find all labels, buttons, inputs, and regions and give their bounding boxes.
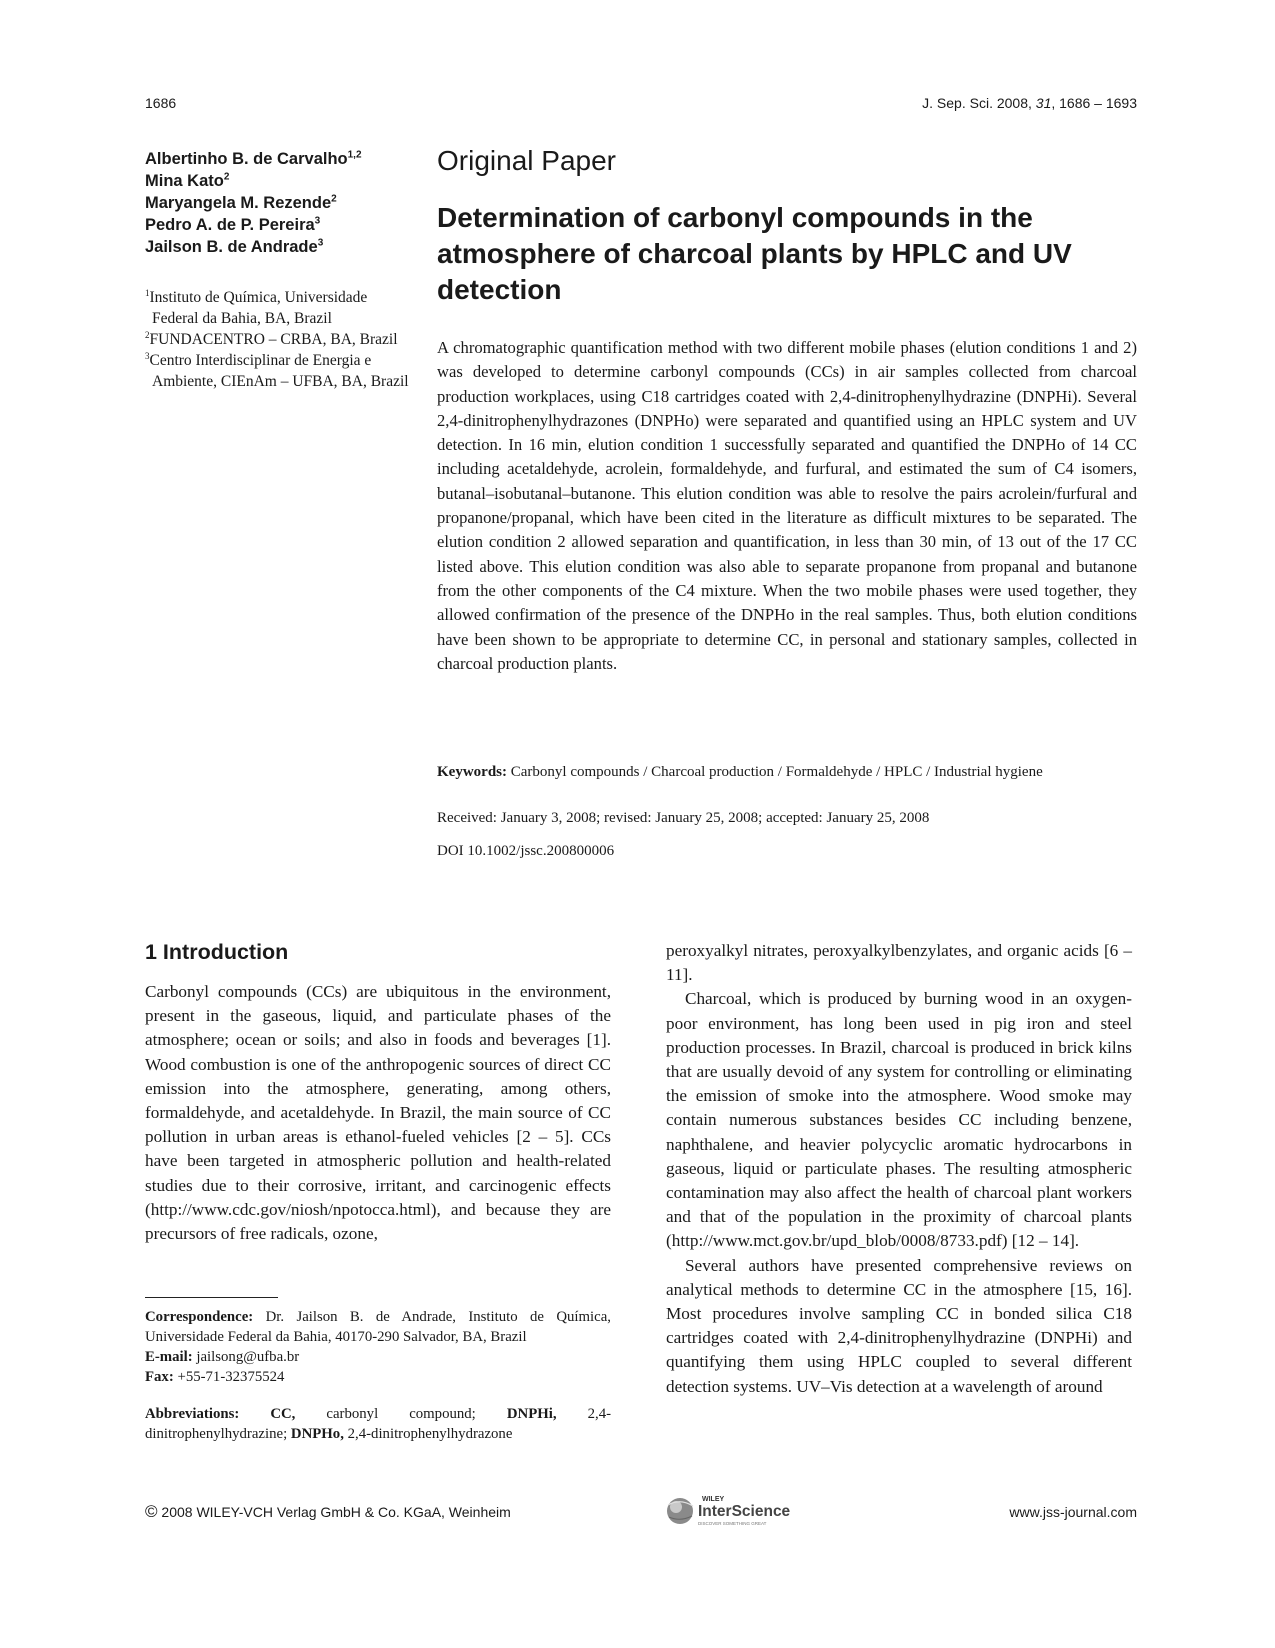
affiliation [145, 350, 410, 392]
affiliation-list [145, 287, 410, 392]
logo-name: InterScience [698, 1503, 791, 1520]
body-column-right [666, 939, 1132, 1399]
journal-pages: , 1686 – 1693 [1051, 95, 1137, 111]
affiliation [145, 287, 410, 329]
email-address[interactable]: jailsong@ufba.br [196, 1349, 300, 1365]
keywords-label: Keywords: [437, 764, 507, 780]
logo-brand: WILEY [702, 1496, 725, 1503]
author [145, 214, 405, 236]
globe-icon [667, 1498, 693, 1524]
author-affil-sup: 2 [223, 171, 230, 183]
footnote-divider [145, 1297, 278, 1298]
doi[interactable]: DOI 10.1002/jssc.200800006 [437, 843, 615, 859]
author-affil-sup: 1,2 [347, 149, 362, 161]
received-dates: Received: January 3, 2008; revised: January 25, 2008; accepted: January 25, 2008 [437, 810, 930, 826]
affiliation-sup: 1 [145, 287, 150, 298]
author-name: Maryangela M. Rezende [145, 194, 332, 212]
author-affil-sup: 3 [314, 215, 321, 227]
paper-title: Determination of carbonyl compounds in the atmosphere of charcoal plants by HPLC and UV detection [437, 202, 1072, 305]
email [145, 1347, 611, 1367]
body-column-left [145, 980, 611, 1246]
copyright-text: 2008 WILEY-VCH Verlag GmbH & Co. KGaA, Weinheim [161, 1504, 511, 1520]
paragraph: Carbonyl compounds (CCs) are ubiquitous in the environment, present in the gaseous, liquid, and particulate phases of the atmosphere; ocean or soils; and also in foods and beverages [1]. Wood combustion is one of the anthropogenic sources of direct CC emission into the atmosphere, generating, among others, formaldehyde, and acetaldehyde. In Brazil, the main source of CC pollution in urban areas is ethanol-fueled vehicles [2 – 5]. CCs have been targeted in atmospheric pollution and health-related studies due to their corrosive, irritant, and carcinogenic effects (http://www.cdc.gov/niosh/npotocca.html), and because they are precursors of free radicals, ozone, [145, 982, 611, 1244]
paragraph: Several authors have presented comprehensive reviews on analytical methods to determine CC in the atmosphere [15, 16]. Most procedures involve sampling CC in bonded silica C18 cartridges coated with 2,4-dinitrophenylhydrazine (DNPHi) and quantifying them using HPLC coupled to several different detection systems. UV–Vis detection at a wavelength of around [666, 1255, 1132, 1396]
abbreviations [145, 1404, 611, 1444]
copyright-notice [145, 1502, 511, 1522]
affiliation [145, 329, 410, 350]
journal-url[interactable]: www.jss-journal.com [1009, 1504, 1137, 1520]
author-affil-sup: 2 [331, 193, 337, 205]
author [145, 148, 405, 170]
wiley-interscience-logo [664, 1492, 804, 1528]
fax-number: +55-71-32375524 [177, 1369, 285, 1385]
correspondence [145, 1307, 611, 1347]
author-list [145, 148, 405, 258]
affiliation-sup: 2 [145, 329, 150, 340]
paragraph: peroxyalkyl nitrates, peroxyalkylbenzylates, and organic acids [6 – 11]. [666, 941, 1132, 985]
affiliation-text: Instituto de Química, Universidade Federal da Bahia, BA, Brazil [149, 289, 368, 327]
journal-ref-prefix: J. Sep. Sci. 2008, [922, 95, 1032, 111]
abbrev-label: Abbreviations: [145, 1406, 240, 1422]
affiliation-sup: 3 [145, 350, 150, 361]
abbrev-term: DNPHi, [506, 1406, 557, 1422]
author-name: Pedro A. de P. Pereira [145, 216, 315, 234]
paragraph: Charcoal, which is produced by burning wood in an oxygen-poor environment, has long been used in pig iron and steel production processes. In Brazil, charcoal is produced in brick kilns that are usually devoid of any system for controlling or eliminating the emission of smoke into the atmosphere. Wood smoke may contain numerous substances besides CC including benzene, naphthalene, and heavier polycyclic aromatic hydrocarbons in gaseous, liquid or particulate phases. The resulting atmospheric contamination may also affect the health of charcoal plant workers and that of the population in the proximity of charcoal plants (http://www.mct.gov.br/upd_blob/0008/8733.pdf) [12 – 14]. [666, 989, 1132, 1251]
abbrev-def: 2,4-dinitrophenylhydrazine; [145, 1406, 612, 1442]
keywords [437, 762, 1137, 782]
author [145, 170, 405, 192]
author-affil-sup: 3 [317, 237, 324, 249]
abstract: A chromatographic quantification method with two different mobile phases (elution conditions 1 and 2) was developed to determine carbonyl compounds (CCs) in air samples collected from charcoal production workplaces, using C18 cartridges coated with 2,4-dinitrophenylhydrazine (DNPHi). Several 2,4-dinitrophenylhydrazones (DNPHo) were separated and quantified using an HPLC system and UV detection. In 16 min, elution condition 1 successfully separated and quantified the DNPHo of 14 CC including acetaldehyde, acrolein, formaldehyde, and furfural, and estimated the sum of C4 isomers, butanal–isobutanal–butanone. This elution condition was able to resolve the pairs acrolein/furfural and propanone/propanal, which have been cited in the literature as difficult mixtures to be separated. The elution condition 2 allowed separation and quantification, in less than 30 min, of 13 out of the 17 CC listed above. This elution condition was also able to separate propanone from propanal and butanone from the other components of the C4 mixture. When the two mobile phases were used together, they allowed confirmation of the presence of the DNPHo in the real samples. Thus, both elution conditions have been shown to be appropriate to determine CC, in personal and stationary samples, collected in charcoal production plants. [437, 338, 1137, 673]
author [145, 192, 405, 214]
journal-reference [922, 95, 1137, 111]
article-type: Original Paper [437, 145, 616, 176]
author-name: Albertinho B. de Carvalho [145, 150, 348, 168]
page-number: 1686 [145, 95, 177, 111]
abbrev-term: DNPHo, [290, 1426, 344, 1442]
abbrev-def: carbonyl compound; [326, 1406, 476, 1422]
correspondence-text: Dr. Jailson B. de Andrade, Instituto de Química, Universidade Federal da Bahia, 40170-290 Salvador, BA, Brazil [145, 1309, 611, 1345]
author [145, 236, 405, 258]
correspondence-label: Correspondence: [145, 1309, 254, 1325]
affiliation-text: FUNDACENTRO – CRBA, BA, Brazil [149, 331, 398, 348]
abbrev-def: 2,4-dinitrophenylhydrazone [347, 1426, 513, 1442]
fax-label: Fax: [145, 1369, 174, 1385]
logo-tagline: DISCOVER SOMETHING GREAT [698, 1521, 767, 1526]
abbrev-term: CC, [270, 1406, 296, 1422]
section-heading: 1 Introduction [145, 940, 289, 964]
copyright-icon: © [145, 1502, 158, 1521]
fax [145, 1367, 611, 1387]
author-name: Jailson B. de Andrade [145, 238, 318, 256]
journal-volume: 31 [1035, 95, 1052, 111]
footnotes [145, 1307, 611, 1444]
keywords-text: Carbonyl compounds / Charcoal production / Formaldehyde / HPLC / Industrial hygiene [510, 764, 1043, 780]
email-label: E-mail: [145, 1349, 193, 1365]
affiliation-text: Centro Interdisciplinar de Energia e Ambiente, CIEnAm – UFBA, BA, Brazil [149, 352, 409, 390]
author-name: Mina Kato [145, 172, 224, 190]
